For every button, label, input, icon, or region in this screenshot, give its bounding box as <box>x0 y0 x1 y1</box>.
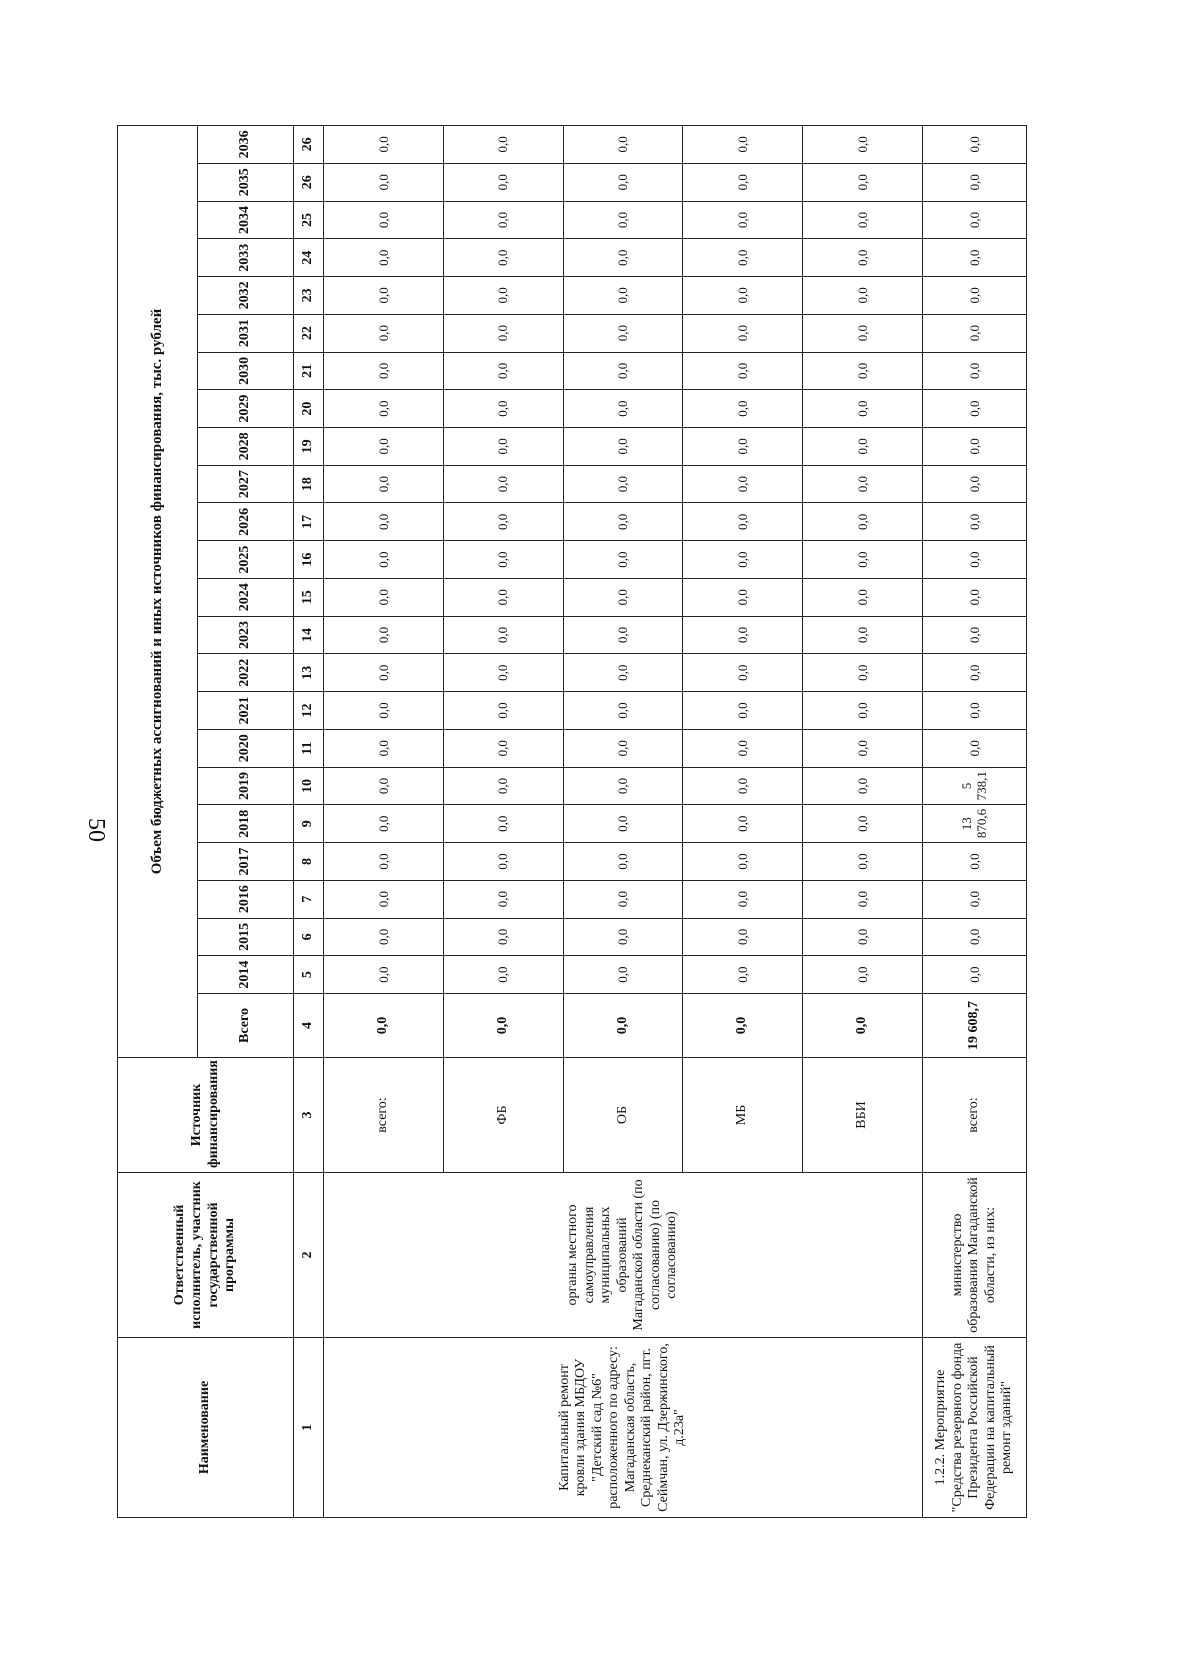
header-year: 2026 <box>198 503 294 541</box>
row-value: 0,0 <box>324 314 444 352</box>
row-value: 0,0 <box>443 918 563 956</box>
row-value: 0,0 <box>922 692 1026 730</box>
column-number: 10 <box>294 767 324 805</box>
row-value: 0,0 <box>803 578 923 616</box>
column-number: 1 <box>294 1338 324 1518</box>
header-year: 2022 <box>198 654 294 692</box>
row-value: 0,0 <box>683 427 803 465</box>
row-value: 0,0 <box>683 541 803 579</box>
header-year: 2025 <box>198 541 294 579</box>
row-value: 0,0 <box>563 956 683 994</box>
row-value: 0,0 <box>443 541 563 579</box>
column-number: 13 <box>294 654 324 692</box>
row-value: 0,0 <box>803 843 923 881</box>
row-name: Капитальный ремонт кровли здания МБДОУ "Детский сад №6" расположенного по адресу: Магаданская область, Среднеканский район, пгт. Сеймчан, ул. Дзержинского, д.23а" <box>324 1338 923 1518</box>
row-value: 0,0 <box>803 956 923 994</box>
row-value: 0,0 <box>443 880 563 918</box>
table-row <box>324 126 444 1518</box>
row-value: 0,0 <box>563 277 683 315</box>
row-total: 0,0 <box>563 994 683 1058</box>
column-number: 7 <box>294 880 324 918</box>
row-value: 0,0 <box>563 692 683 730</box>
row-value: 0,0 <box>443 390 563 428</box>
row-value: 0,0 <box>683 126 803 164</box>
header-year: 2033 <box>198 239 294 277</box>
row-value: 0,0 <box>563 352 683 390</box>
row-value: 0,0 <box>563 465 683 503</box>
row-value: 0,0 <box>803 880 923 918</box>
row-value: 0,0 <box>803 541 923 579</box>
header-year: 2019 <box>198 767 294 805</box>
header-year: 2014 <box>198 956 294 994</box>
header-year: 2035 <box>198 163 294 201</box>
row-value: 0,0 <box>922 843 1026 881</box>
row-value: 0,0 <box>443 239 563 277</box>
row-value: 0,0 <box>324 692 444 730</box>
rotated-table-container <box>117 125 1027 1518</box>
row-value: 0,0 <box>324 578 444 616</box>
row-name: 1.2.2. Мероприятие "Средства резервного фонда Президента Российской Федерации на капитальный ремонт зданий" <box>922 1338 1026 1518</box>
row-value: 0,0 <box>563 880 683 918</box>
column-number: 6 <box>294 918 324 956</box>
row-value: 0,0 <box>324 277 444 315</box>
column-number: 26 <box>294 163 324 201</box>
row-value: 0,0 <box>922 390 1026 428</box>
header-responsible: Ответственный исполнитель, участник государственной программы <box>118 1173 294 1338</box>
column-number: 25 <box>294 201 324 239</box>
row-value: 0,0 <box>324 767 444 805</box>
row-value: 0,0 <box>443 427 563 465</box>
row-value: 0,0 <box>803 201 923 239</box>
row-value: 0,0 <box>683 465 803 503</box>
row-value: 0,0 <box>563 578 683 616</box>
row-value: 0,0 <box>803 163 923 201</box>
row-value: 0,0 <box>803 767 923 805</box>
header-year: 2032 <box>198 277 294 315</box>
row-value: 0,0 <box>563 163 683 201</box>
row-value: 0,0 <box>443 729 563 767</box>
row-value: 0,0 <box>683 352 803 390</box>
row-value: 0,0 <box>683 314 803 352</box>
row-value: 0,0 <box>803 729 923 767</box>
row-value: 0,0 <box>683 390 803 428</box>
row-value: 0,0 <box>324 390 444 428</box>
row-value: 0,0 <box>443 616 563 654</box>
row-value: 0,0 <box>683 843 803 881</box>
column-number: 17 <box>294 503 324 541</box>
row-value: 0,0 <box>563 843 683 881</box>
row-value: 0,0 <box>683 239 803 277</box>
row-value: 0,0 <box>324 427 444 465</box>
row-value: 0,0 <box>563 427 683 465</box>
column-number: 12 <box>294 692 324 730</box>
row-value: 0,0 <box>563 918 683 956</box>
header-year: 2027 <box>198 465 294 503</box>
row-value: 0,0 <box>443 767 563 805</box>
row-value: 0,0 <box>922 352 1026 390</box>
table-row <box>922 126 1026 1518</box>
row-value: 0,0 <box>922 277 1026 315</box>
header-year: 2031 <box>198 314 294 352</box>
row-total: 19 608,7 <box>922 994 1026 1058</box>
column-number: 19 <box>294 427 324 465</box>
row-value: 0,0 <box>563 314 683 352</box>
header-year: 2017 <box>198 843 294 881</box>
row-source: всего: <box>324 1058 444 1173</box>
column-number: 24 <box>294 239 324 277</box>
row-value: 0,0 <box>443 314 563 352</box>
row-value: 0,0 <box>922 616 1026 654</box>
row-value: 0,0 <box>324 843 444 881</box>
financing-table <box>117 125 1027 1518</box>
row-value: 0,0 <box>563 541 683 579</box>
row-value: 0,0 <box>443 956 563 994</box>
row-value: 0,0 <box>324 956 444 994</box>
column-number: 5 <box>294 956 324 994</box>
row-value: 0,0 <box>683 692 803 730</box>
row-value: 0,0 <box>563 201 683 239</box>
row-value: 0,0 <box>324 352 444 390</box>
header-source: Источник финансирования <box>118 1058 294 1173</box>
row-value: 0,0 <box>324 729 444 767</box>
row-value: 0,0 <box>803 126 923 164</box>
row-value: 0,0 <box>683 616 803 654</box>
row-value: 0,0 <box>803 805 923 843</box>
row-value: 0,0 <box>922 314 1026 352</box>
row-value: 0,0 <box>324 201 444 239</box>
header-year: 2023 <box>198 616 294 654</box>
row-value: 0,0 <box>443 126 563 164</box>
header-year: 2015 <box>198 918 294 956</box>
page-number: 50 <box>83 818 109 842</box>
row-value: 0,0 <box>443 201 563 239</box>
header-year: 2034 <box>198 201 294 239</box>
column-number: 14 <box>294 616 324 654</box>
row-value: 0,0 <box>324 126 444 164</box>
row-responsible: министерство образования Магаданской области, из них: <box>922 1173 1026 1338</box>
row-value: 0,0 <box>683 767 803 805</box>
row-value: 0,0 <box>803 918 923 956</box>
header-year: 2030 <box>198 352 294 390</box>
row-value: 0,0 <box>922 578 1026 616</box>
header-year: 2018 <box>198 805 294 843</box>
row-value: 0,0 <box>803 654 923 692</box>
row-value: 0,0 <box>922 541 1026 579</box>
row-total: 0,0 <box>443 994 563 1058</box>
row-total: 0,0 <box>683 994 803 1058</box>
column-number: 11 <box>294 729 324 767</box>
row-value: 0,0 <box>683 918 803 956</box>
column-number: 26 <box>294 126 324 164</box>
row-value: 0,0 <box>683 654 803 692</box>
row-value: 0,0 <box>443 465 563 503</box>
row-source: МБ <box>683 1058 803 1173</box>
row-value: 0,0 <box>922 503 1026 541</box>
row-value: 0,0 <box>803 314 923 352</box>
row-value: 0,0 <box>443 503 563 541</box>
row-value: 0,0 <box>324 654 444 692</box>
row-value: 0,0 <box>683 277 803 315</box>
row-value: 0,0 <box>324 880 444 918</box>
row-value: 0,0 <box>443 277 563 315</box>
row-value: 0,0 <box>922 126 1026 164</box>
row-value: 0,0 <box>683 729 803 767</box>
row-value: 5 738,1 <box>922 767 1026 805</box>
row-source: ВБИ <box>803 1058 923 1173</box>
row-value: 0,0 <box>324 616 444 654</box>
column-number: 18 <box>294 465 324 503</box>
header-year: 2036 <box>198 126 294 164</box>
column-number: 16 <box>294 541 324 579</box>
row-value: 0,0 <box>563 805 683 843</box>
row-value: 0,0 <box>922 201 1026 239</box>
column-number: 9 <box>294 805 324 843</box>
column-number: 15 <box>294 578 324 616</box>
row-value: 0,0 <box>683 880 803 918</box>
row-value: 0,0 <box>683 956 803 994</box>
row-value: 0,0 <box>803 692 923 730</box>
row-value: 13 870,6 <box>922 805 1026 843</box>
row-value: 0,0 <box>803 352 923 390</box>
row-value: 0,0 <box>443 692 563 730</box>
row-value: 0,0 <box>683 578 803 616</box>
row-value: 0,0 <box>443 578 563 616</box>
row-value: 0,0 <box>563 729 683 767</box>
row-value: 0,0 <box>922 465 1026 503</box>
header-year: 2016 <box>198 880 294 918</box>
header-total: Всего <box>198 994 294 1058</box>
header-volume: Объем бюджетных ассигнований и иных источников финансирования, тыс. рублей <box>118 126 198 1058</box>
row-value: 0,0 <box>683 163 803 201</box>
row-value: 0,0 <box>922 427 1026 465</box>
row-value: 0,0 <box>324 805 444 843</box>
row-value: 0,0 <box>803 239 923 277</box>
row-value: 0,0 <box>443 805 563 843</box>
row-value: 0,0 <box>563 767 683 805</box>
row-responsible: органы местного самоуправления муниципальных образований Магаданской области (по согласованию) (по согласованию) <box>324 1173 923 1338</box>
row-value: 0,0 <box>803 277 923 315</box>
row-value: 0,0 <box>563 239 683 277</box>
row-source: ФБ <box>443 1058 563 1173</box>
row-value: 0,0 <box>324 541 444 579</box>
row-value: 0,0 <box>324 163 444 201</box>
column-number: 4 <box>294 994 324 1058</box>
row-value: 0,0 <box>922 163 1026 201</box>
header-year: 2021 <box>198 692 294 730</box>
row-value: 0,0 <box>683 503 803 541</box>
row-value: 0,0 <box>443 163 563 201</box>
column-number: 8 <box>294 843 324 881</box>
column-number: 2 <box>294 1173 324 1338</box>
row-value: 0,0 <box>324 918 444 956</box>
row-value: 0,0 <box>324 503 444 541</box>
row-value: 0,0 <box>922 729 1026 767</box>
column-number: 21 <box>294 352 324 390</box>
row-value: 0,0 <box>803 465 923 503</box>
header-year: 2024 <box>198 578 294 616</box>
row-value: 0,0 <box>922 918 1026 956</box>
header-name: Наименование <box>118 1338 294 1518</box>
row-value: 0,0 <box>683 805 803 843</box>
column-number: 20 <box>294 390 324 428</box>
row-value: 0,0 <box>563 390 683 428</box>
row-value: 0,0 <box>443 352 563 390</box>
row-source: ОБ <box>563 1058 683 1173</box>
column-number: 3 <box>294 1058 324 1173</box>
row-value: 0,0 <box>563 616 683 654</box>
row-value: 0,0 <box>443 654 563 692</box>
row-value: 0,0 <box>922 880 1026 918</box>
column-number: 23 <box>294 277 324 315</box>
row-value: 0,0 <box>683 201 803 239</box>
row-value: 0,0 <box>803 427 923 465</box>
header-year: 2020 <box>198 729 294 767</box>
row-value: 0,0 <box>563 503 683 541</box>
row-value: 0,0 <box>803 503 923 541</box>
row-total: 0,0 <box>803 994 923 1058</box>
row-value: 0,0 <box>922 239 1026 277</box>
header-year: 2029 <box>198 390 294 428</box>
row-value: 0,0 <box>324 239 444 277</box>
row-value: 0,0 <box>803 616 923 654</box>
column-number: 22 <box>294 314 324 352</box>
header-year: 2028 <box>198 427 294 465</box>
row-value: 0,0 <box>563 126 683 164</box>
row-total: 0,0 <box>324 994 444 1058</box>
row-value: 0,0 <box>922 654 1026 692</box>
row-value: 0,0 <box>922 956 1026 994</box>
row-value: 0,0 <box>324 465 444 503</box>
row-value: 0,0 <box>563 654 683 692</box>
row-source: всего: <box>922 1058 1026 1173</box>
row-value: 0,0 <box>443 843 563 881</box>
row-value: 0,0 <box>803 390 923 428</box>
